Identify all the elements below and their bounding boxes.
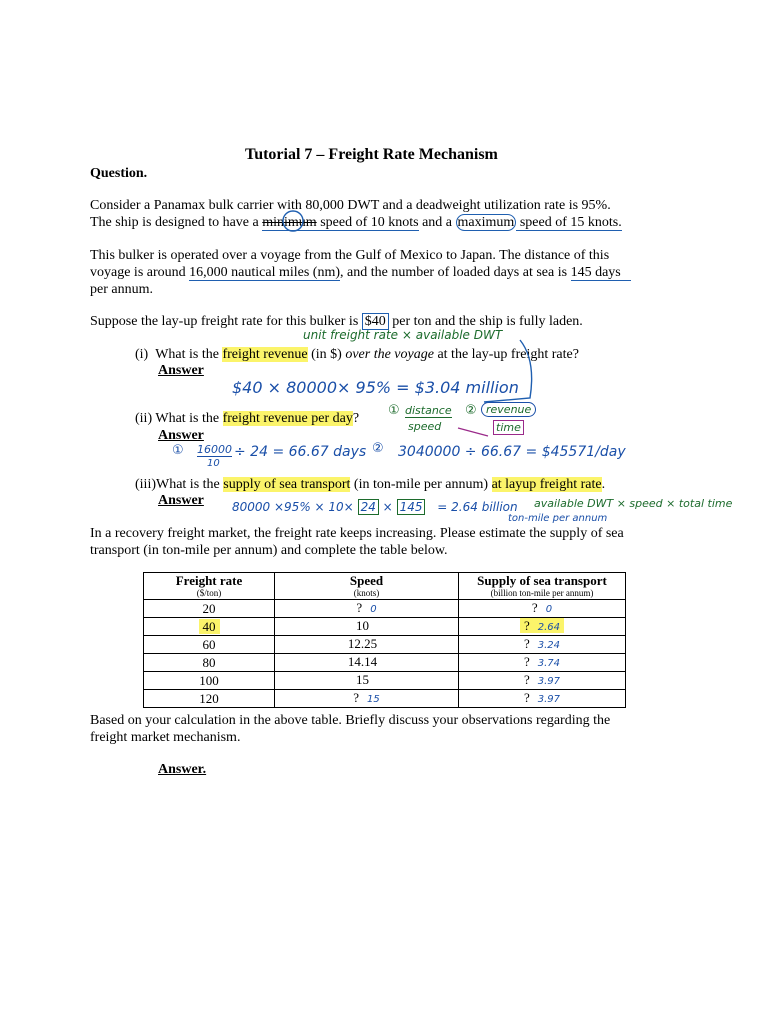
hw-part: 80000 ×95% × 10× [232, 500, 354, 514]
time-box: time [493, 420, 524, 435]
min-speed-text: speed of 10 knots [316, 215, 419, 230]
days-text: 145 days [571, 265, 631, 281]
step-1-circle: ① [172, 443, 184, 458]
revenue-circled: revenue [481, 402, 536, 417]
hw-part: × [382, 500, 393, 514]
cell-rate: 120 [144, 690, 275, 708]
cell-rate: 40 [144, 618, 275, 636]
text-span: and a [418, 215, 456, 230]
cell-supply: ? 3.97 [459, 672, 626, 690]
question-heading: Question. [90, 166, 148, 181]
distance-over-speed-bottom: speed [408, 420, 442, 433]
header-freight-rate: Freight rate ($/ton) [144, 573, 275, 600]
text-span: ? [352, 411, 360, 426]
hw-part: = 2.64 billion [437, 500, 518, 514]
over-voyage-text: over the voyage [345, 347, 434, 362]
step-2-circle: ② [372, 441, 384, 456]
text-span: The ship is designed to have a [90, 215, 263, 230]
hw-box-24: 24 [358, 499, 379, 515]
cell-supply: ? 0 [459, 600, 626, 618]
paragraph-5-line-1: Based on your calculation in the above table. Briefly discuss your observations regarding the [90, 713, 611, 728]
cell-rate: 80 [144, 654, 275, 672]
cell-speed: 10 [275, 618, 459, 636]
freight-revenue-highlight: freight revenue [222, 347, 308, 362]
cell-supply: ? 2.64 [459, 618, 626, 636]
paragraph-2-line-3: per annum. [90, 282, 153, 297]
formula-supply: available DWT × speed × total time [534, 497, 733, 510]
text-span: (iii)What is the [135, 477, 224, 492]
cell-speed: 12.25 [275, 636, 459, 654]
text-span: (i) What is the [135, 347, 223, 362]
text-span: voyage is around [90, 265, 190, 280]
cell-rate: 60 [144, 636, 275, 654]
step-1-marker: ① [388, 403, 400, 418]
hw-box-145: 145 [397, 499, 426, 515]
text-span: at the lay-up freight rate? [433, 347, 579, 362]
distance-over-speed-top: distance [405, 404, 452, 417]
text-span: per ton and the ship is fully laden. [388, 314, 583, 329]
step-2-marker: ② [465, 403, 477, 418]
paragraph-5-line-2: freight market mechanism. [90, 730, 241, 745]
answer-label-final: Answer. [158, 762, 207, 777]
paragraph-2-line-1: This bulker is operated over a voyage from the Gulf of Mexico to Japan. The distance of this [90, 248, 610, 263]
header-speed: Speed (knots) [275, 573, 459, 600]
cell-supply: ? 3.74 [459, 654, 626, 672]
text-span: . [601, 477, 606, 492]
handwritten-formula-revenue: unit freight rate × available DWT [303, 328, 503, 342]
freight-revenue-per-day-highlight: freight revenue per day [222, 411, 353, 426]
calc-days-result: ÷ 24 = 66.67 days [234, 444, 367, 460]
paragraph-4-line-1: In a recovery freight market, the freight rate keeps increasing. Please estimate the supply of sea [90, 526, 624, 541]
supply-highlight: supply of sea transport [223, 477, 351, 492]
calc-days-numerator: 16000 [197, 443, 232, 456]
paragraph-1-line-1: Consider a Panamax bulk carrier with 80,000 DWT and a deadweight utilization rate is 95%. [90, 198, 611, 213]
text-span: (in ton-mile per annum) [350, 477, 492, 492]
text-span: (ii) What is the [135, 411, 223, 426]
cell-speed: 15 [275, 672, 459, 690]
answer-label-3: Answer [158, 493, 204, 508]
layup-rate-box: $40 [362, 313, 389, 330]
page-title: Tutorial 7 – Freight Rate Mechanism [245, 146, 498, 163]
calc-revenue-per-day: 3040000 ÷ 66.67 = $45571/day [398, 444, 626, 460]
header-supply: Supply of sea transport (billion ton-mile per annum) [459, 573, 626, 600]
cell-speed: 14.14 [275, 654, 459, 672]
answer-label-1: Answer [158, 363, 204, 378]
calc-days-denominator: 10 [207, 458, 220, 469]
paragraph-4-line-2: transport (in ton-mile per annum) and complete the table below. [90, 543, 448, 558]
handwritten-unit: ton-mile per annum [508, 513, 608, 524]
layup-rate-highlight: at layup freight rate [491, 477, 602, 492]
cell-rate: 20 [144, 600, 275, 618]
maximum-word: maximum [457, 215, 515, 230]
handwritten-answer-1: $40 × 80000× 95% = $3.04 million [232, 378, 519, 397]
cell-supply: ? 3.24 [459, 636, 626, 654]
cell-supply: ? 3.97 [459, 690, 626, 708]
text-span: Suppose the lay-up freight rate for this bulker is [90, 314, 362, 329]
text-span: (in $) [307, 347, 346, 362]
distance-text: 16,000 nautical miles (nm) [189, 265, 341, 280]
answer-label-2: Answer [158, 428, 204, 443]
cell-rate: 100 [144, 672, 275, 690]
minimum-word: minimum [262, 215, 317, 230]
text-span: , and the number of loaded days at sea is [340, 265, 571, 280]
cell-speed: ? 15 [275, 690, 459, 708]
cell-speed: ? 0 [275, 600, 459, 618]
max-speed-text: speed of 15 knots. [516, 215, 622, 230]
